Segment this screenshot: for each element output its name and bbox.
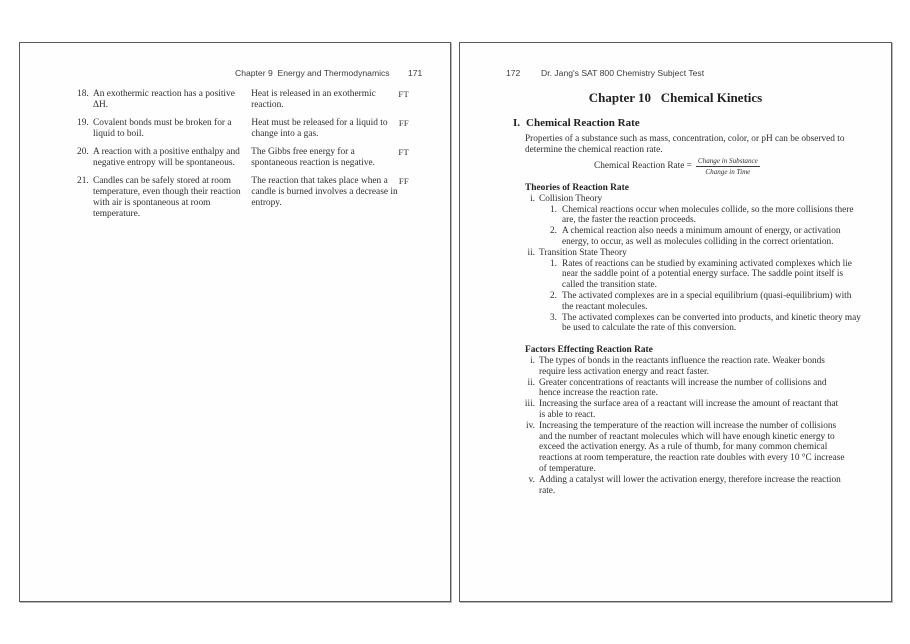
list-item	[460, 194, 891, 205]
page-172	[459, 42, 892, 602]
list-item	[460, 226, 891, 248]
table-row	[20, 89, 450, 111]
page-171	[19, 42, 451, 602]
list-text: The types of bonds in the reactants influence the reaction rate. Weaker bonds require less activation energy and react faster.	[539, 355, 825, 377]
theories-heading: Theories of Reaction Rate	[525, 183, 629, 193]
list-text: Collision Theory	[539, 193, 603, 204]
section-intro: Properties of a substance such as mass, concentration, color, or pH can be observed to determine the chemical reaction rate.	[525, 134, 845, 155]
list-marker: ii.	[527, 377, 535, 388]
list-item	[460, 259, 891, 291]
list-marker: ii.	[527, 247, 535, 258]
list-text: The activated complexes are in a special equilibrium (quasi-equilibrium) with the reactant molecules.	[562, 290, 852, 312]
list-text: The activated complexes can be converted into products, and kinetic theory may be used to calculate the rate of this conversion.	[562, 312, 861, 334]
running-header-left	[20, 68, 450, 80]
row-number: 18.	[77, 89, 89, 99]
list-item	[460, 378, 891, 400]
list-item	[460, 475, 891, 497]
statement-2: The Gibbs free energy for a spontaneous reaction is negative.	[251, 147, 376, 168]
chapter-title: Chapter 10 Chemical Kinetics	[588, 90, 763, 105]
list-marker: 1.	[550, 258, 557, 269]
statement-2: The reaction that takes place when a candle is burned involves a decrease in entropy.	[251, 176, 398, 208]
page-number: 171	[408, 68, 423, 78]
row-number: 21.	[77, 176, 89, 186]
list-text: Chemical reactions occur when molecules collide, so the more collisions there are, the faster the reaction proceeds.	[562, 204, 854, 226]
true-false-table	[20, 89, 450, 227]
list-item	[460, 248, 891, 259]
row-number: 20.	[77, 147, 89, 157]
list-item	[460, 356, 891, 378]
answer-key: FT	[398, 147, 409, 157]
list-marker: i.	[530, 193, 535, 204]
list-text: Increasing the surface area of a reactant will increase the amount of reactant that is able to react.	[539, 399, 839, 420]
table-row	[20, 147, 450, 169]
list-marker: iv.	[526, 420, 535, 431]
list-marker: 1.	[550, 204, 557, 215]
statement-1: A reaction with a positive enthalpy and negative entropy will be spontaneous.	[93, 147, 240, 168]
list-text: Transition State Theory	[539, 247, 627, 258]
table-row	[20, 176, 450, 220]
reaction-rate-formula	[594, 157, 891, 176]
answer-key: FF	[398, 176, 409, 186]
list-marker: 2.	[550, 290, 557, 301]
statement-1: Candles can be safely stored at room temperature, even though their reaction with air is spontaneous at room temperature.	[93, 176, 241, 219]
statement-1: Covalent bonds must be broken for a liquid to boil.	[93, 118, 232, 139]
answer-key: FF	[398, 118, 409, 128]
list-text: Greater concentrations of reactants will increase the number of collisions and hence increase the reaction rate.	[539, 377, 827, 399]
running-header-title: Dr. Jang's SAT 800 Chemistry Subject Test	[541, 68, 705, 78]
list-marker: iii.	[524, 399, 535, 410]
list-item	[460, 399, 891, 421]
formula-lhs: Chemical Reaction Rate =	[594, 161, 692, 171]
statement-1: An exothermic reaction has a positive ΔH.	[93, 89, 235, 110]
list-text: Rates of reactions can be studied by examining activated complexes which lie near the saddle point of a potential energy surface. The saddle point itself is called the transition state.	[562, 258, 852, 291]
list-item	[460, 313, 891, 335]
section-title: Chemical Reaction Rate	[526, 117, 640, 129]
section-marker: I.	[513, 117, 521, 129]
answer-key: FT	[398, 89, 409, 99]
statement-2: Heat must be released for a liquid to change into a gas.	[251, 118, 388, 139]
list-item	[460, 421, 891, 475]
row-number: 19.	[77, 118, 89, 128]
running-header-title: Chapter 9 Energy and Thermodynamics	[235, 68, 390, 78]
list-text: A chemical reaction also needs a minimum amount of energy, or activation energy, to occur, as well as molecules colliding in the correct orientation.	[562, 226, 841, 247]
list-item	[460, 291, 891, 313]
list-marker: 2.	[550, 226, 557, 237]
list-text: Increasing the temperature of the reaction will increase the number of collisions and the number of reactant molecules which will have enough kinetic energy to exceed the activation energy. As a rule of thumb, for many common chemical reactions at room temperature, the reaction rate doubles with every 10 °C increase of temperature.	[539, 420, 845, 474]
page-content	[460, 43, 891, 496]
table-row	[20, 118, 450, 140]
factors-heading: Factors Effecting Reaction Rate	[525, 345, 653, 356]
formula-denominator: Change in Time	[705, 167, 751, 176]
list-item	[460, 205, 891, 227]
statement-2: Heat is released in an exothermic reaction.	[251, 89, 376, 110]
formula-fraction	[696, 157, 760, 176]
page-number: 172	[506, 68, 521, 78]
list-marker: v.	[528, 474, 535, 485]
formula-numerator: Change in Substance	[697, 157, 758, 165]
list-marker: i.	[530, 355, 535, 366]
section-heading	[460, 117, 891, 130]
list-marker: 3.	[550, 312, 557, 323]
list-text: Adding a catalyst will lower the activation energy, therefore increase the reaction rate.	[539, 474, 841, 496]
